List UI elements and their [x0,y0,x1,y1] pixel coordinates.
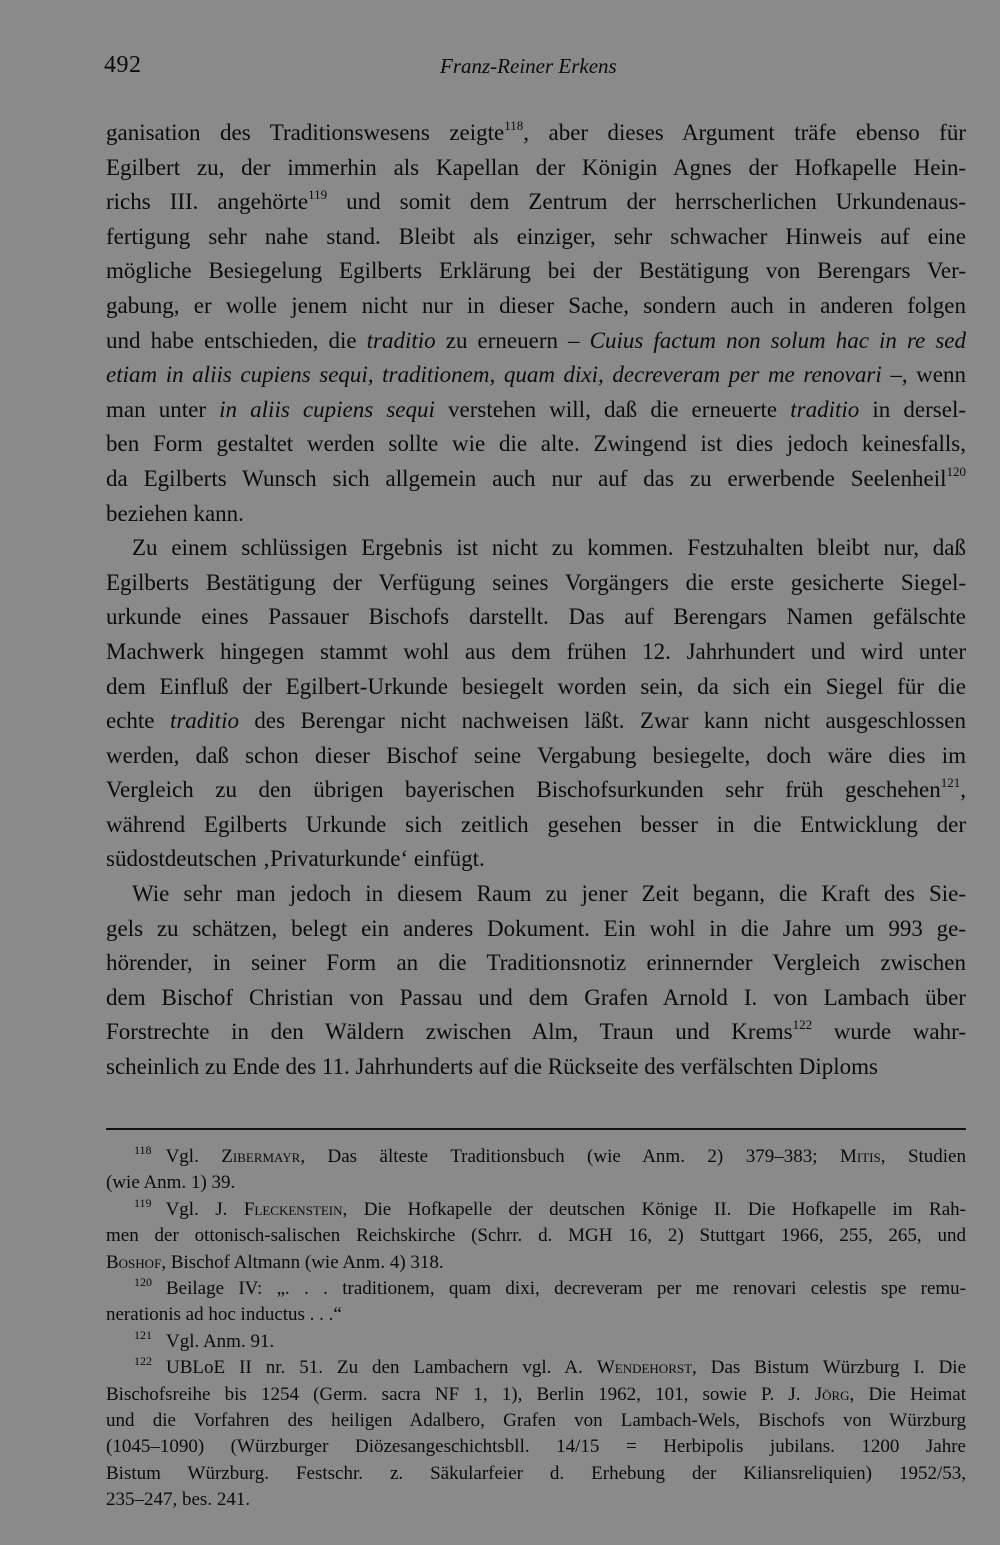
author-name: Jörg [814,1383,850,1405]
text-segment: und habe entschieden, die [106,327,367,353]
footnote-number: 119 [134,1195,152,1210]
footnote-ref: 120 [946,463,966,479]
latin-term: traditio [790,396,860,422]
footnote-120 [106,1276,966,1302]
footnote-divider [106,1128,966,1130]
text-line: scheinlich zu Ende des 11. Jahrhunderts auf die Rückseite des verfälschten Diploms [106,1054,878,1080]
text-segment: Bischofsreihe bis 1254 (Germ. sacra NF 1, 1), Berlin 1962, 101, sowie P. J. [106,1383,815,1405]
latin-term: traditio [169,708,239,734]
text-segment: UBLoE II nr. 51. Zu den Lambachern vgl. A. [166,1357,597,1379]
text-line: während Egilberts Urkunde sich zeitlich gesehen besser in die Entwicklung der [106,811,966,837]
text-line: Zu einem schlüssigen Ergebnis ist nicht zu kommen. Festzuhalten bleibt nur, daß [132,535,966,561]
text-line: südostdeutschen ‚Privaturkunde‘ einfügt. [106,846,485,872]
text-line [106,358,966,393]
footnote-line: men der ottonisch-salischen Reichskirche (Schrr. d. MGH 16, 2) Stuttgart 1966, 255, 265, und [106,1225,966,1247]
text-line: Machwerk hingegen stammt wohl aus dem frühen 12. Jahrhundert und wird unter [106,638,966,664]
footnote-ref: 119 [308,187,328,203]
text-segment: , Die Hofkapelle der deutschen Könige II. Die Hofkapelle im Rah- [342,1198,966,1220]
footnote-122 [106,1355,966,1381]
footnote-line: (wie Anm. 1) 39. [106,1172,236,1194]
text-line: dem Bischof Christian von Passau und dem Grafen Arnold I. von Lambach über [106,984,966,1010]
text-line: fertigung sehr nahe stand. Bleibt als einziger, sehr schwacher Hinweis auf eine [106,223,966,249]
text-line [106,393,966,428]
text-segment: Vgl. [165,1146,222,1167]
author-name: Boshof [106,1251,162,1273]
latin-term: traditio [366,327,436,353]
footnote-line: und die Vorfahren des heiligen Adalbero, Grafen von Lambach-Wels, Bischofs von Würzburg [106,1409,966,1431]
footnote-number: 118 [134,1143,152,1157]
text-segment: Vgl. Anm. 91. [166,1330,275,1352]
text-segment: Forstrechte in den Wäldern zwischen Alm, Traun und Krems [106,1019,793,1045]
text-line [106,1015,966,1050]
text-segment: echte [106,708,170,734]
text-segment: , Das älteste Traditionsbuch (wie Anm. 2) 379–383; [300,1146,840,1167]
text-segment: man unter [106,396,220,422]
text-line [106,116,966,151]
text-segment: Vgl. J. [165,1198,244,1220]
text-segment: , Die Heimat [849,1383,966,1405]
text-line [106,185,966,220]
text-line: urkunde eines Passauer Bischofs darstellt. Das auf Berengars Namen gefälschte [106,604,966,630]
latin-quote: Cuius factum non solum hac in re sed [589,327,967,353]
text-segment: des Berengar nicht nachweisen läßt. Zwar kann nicht ausgeschlossen [238,708,967,734]
text-segment: verstehen will, daß die erneuerte [434,396,791,422]
footnote-118 [106,1144,966,1170]
footnote-ref: 118 [504,118,524,133]
latin-quote: in aliis cupiens sequi [219,396,435,422]
text-line: gels zu schätzen, belegt ein anderes Dokument. Ein wohl in die Jahre um 993 ge- [106,915,966,941]
main-text [106,116,966,1085]
text-line: Egilberts Bestätigung der Verfügung seines Vorgängers die erste gesicherte Siegel- [106,569,966,595]
author-name: Wendehorst [596,1357,693,1379]
text-segment: Vergleich zu den übrigen bayerischen Bischofsurkunden sehr früh geschehen [106,777,941,803]
author-name: Zibermayr [221,1146,301,1167]
text-segment: , Das Bistum Würzburg I. Die [692,1357,967,1379]
text-line: gabung, er wolle jenem nicht nur in dieser Sache, sondern auch in anderen folgen [106,292,966,318]
text-segment: und somit dem Zentrum der herrscherlichen Urkundenaus- [327,189,966,215]
text-segment: , Bischof Altmann (wie Anm. 4) 318. [161,1251,444,1273]
text-line: Egilbert zu, der immerhin als Kapellan der Königin Agnes der Hofkapelle Hein- [106,154,966,180]
footnote-line: (1045–1090) (Würzburger Diözesangeschichtsbll. 14/15 = Herbipolis jubilans. 1200 Jahre [106,1436,966,1458]
footnotes [106,1144,966,1513]
text-line: hörender, in seiner Form an die Traditionsnotiz erinnernder Vergleich zwischen [106,950,966,976]
text-line: ben Form gestaltet werden sollte wie die alte. Zwingend ist dies jedoch keinesfalls, [106,431,966,457]
text-line: dem Einfluß der Egilbert-Urkunde besiegelt worden sein, da sich ein Siegel für die [106,673,966,699]
footnote-number: 121 [134,1327,152,1342]
text-segment: in dersel- [859,396,966,422]
text-line [106,324,966,359]
footnote-ref: 121 [940,775,961,791]
text-line [106,773,966,808]
text-line: Wie sehr man jedoch in diesem Raum zu jener Zeit begann, die Kraft des Sie- [132,881,966,907]
footnote-number: 120 [134,1274,152,1289]
text-segment: , aber dieses Argument träfe ebenso für [523,120,966,145]
text-segment: richs III. angehörte [106,189,309,215]
page-number: 492 [104,52,142,78]
text-line: werden, daß schon dieser Bischof seine Vergabung besiegelte, doch wäre dies im [106,742,966,768]
text-line: beziehen kann. [106,500,244,526]
footnote-121 [106,1329,966,1355]
text-segment: ganisation des Traditionswesens zeigte [106,120,505,145]
text-line [106,704,966,739]
text-segment: , Studien [880,1146,966,1167]
text-line [106,462,966,497]
footnote-line: nerationis ad hoc inductus . . .“ [106,1304,342,1326]
latin-quote: etiam in aliis cupiens sequi, traditionem, quam dixi, decreveram per me renovari [106,362,882,388]
footnote-line: Bistum Würzburg. Festschr. z. Säkularfeier d. Erhebung der Kiliansreliquien) 1952/53, [106,1462,966,1484]
footnote-119 [106,1197,966,1223]
text-segment: , [960,777,966,803]
footnote-line: 235–247, bes. 241. [106,1489,251,1511]
text-line: mögliche Besiegelung Egilberts Erklärung bei der Bestätigung von Berengars Ver- [106,258,966,284]
footnote-line [106,1382,966,1408]
author-name: Fleckenstein [243,1198,343,1220]
text-segment: wurde wahr- [812,1019,966,1045]
text-segment: –, wenn [881,362,966,388]
footnote-ref: 122 [792,1017,813,1033]
running-head: Franz-Reiner Erkens [440,54,617,78]
text-segment: zu erneuern – [435,327,590,353]
footnote-line [106,1250,966,1276]
author-name: Mitis [839,1146,881,1167]
footnote-number: 122 [134,1354,152,1369]
text-segment: da Egilberts Wunsch sich allgemein auch nur auf das zu erwerbende Seelenheil [106,465,947,491]
text-segment: Beilage IV: „. . . traditionem, quam dixi, decreveram per me renovari celestis spe remu- [166,1277,966,1299]
